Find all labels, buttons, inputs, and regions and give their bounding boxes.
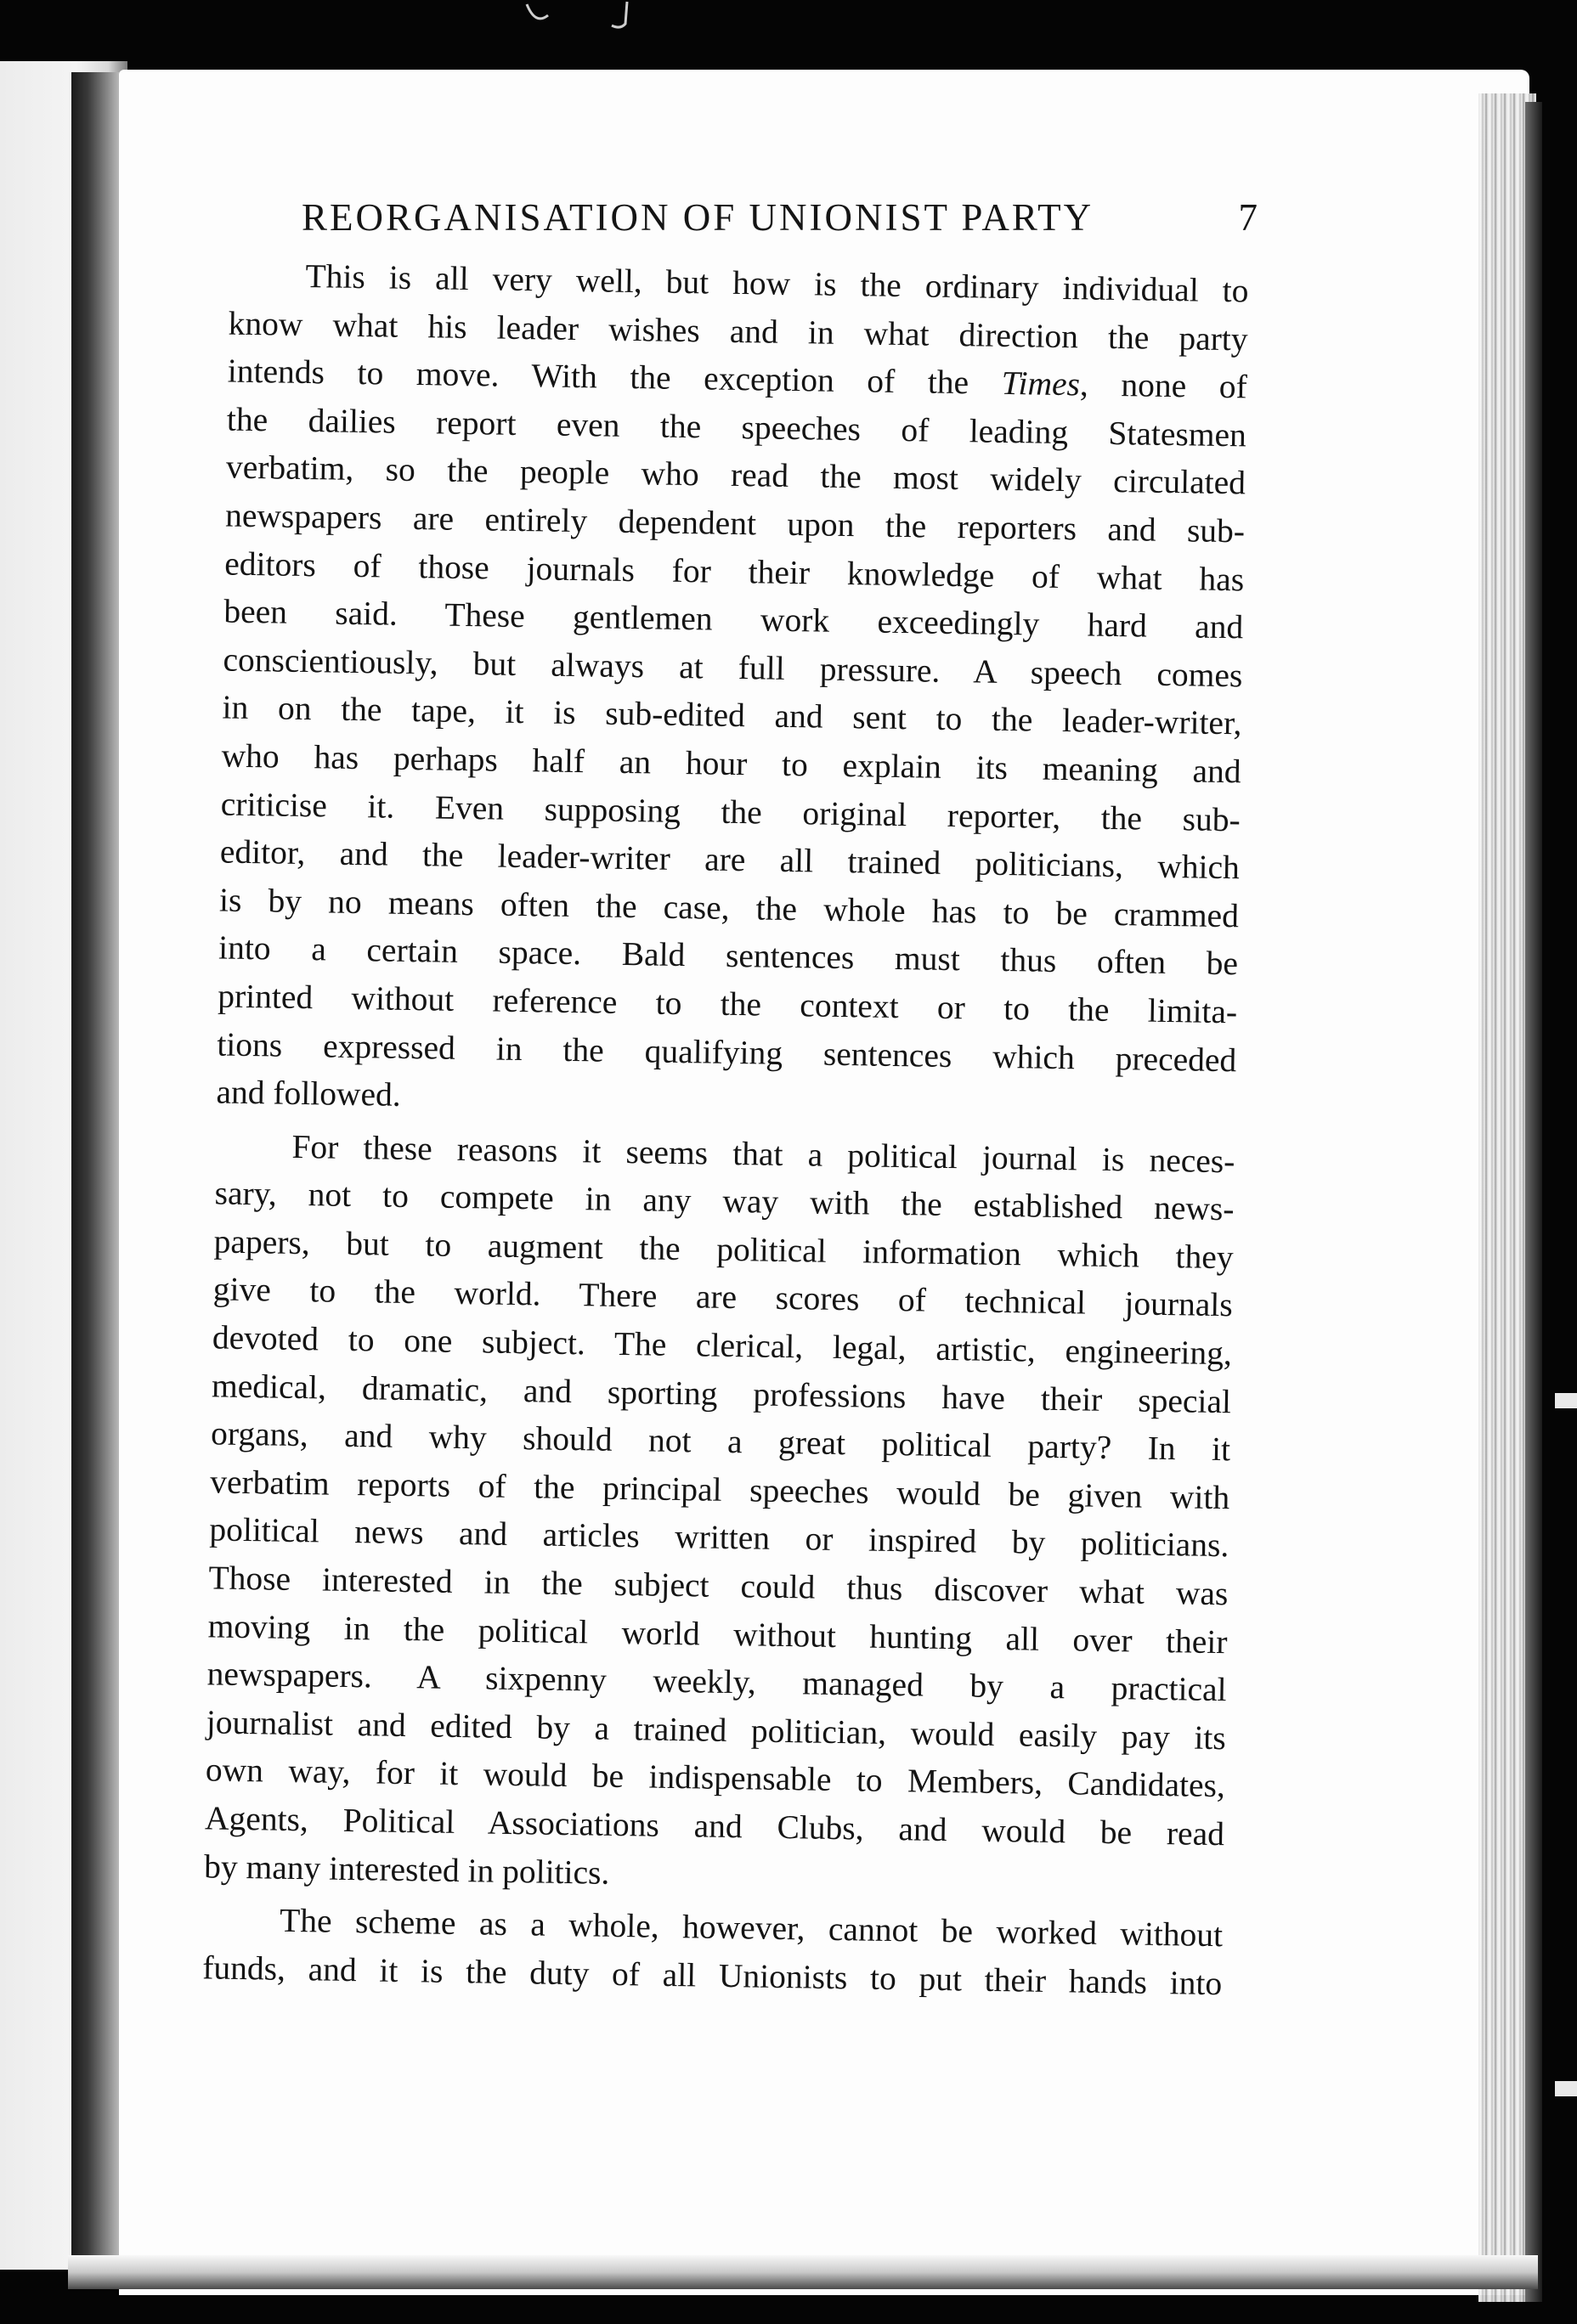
text-line: and followed.: [216, 1073, 402, 1114]
text-line: know what his leader wishes and in what direction the party: [228, 304, 1248, 358]
text-line: devoted to one subject. The clerical, legal, artistic, engineering,: [212, 1318, 1233, 1373]
text-line: editors of those journals for their knowledge of what has: [223, 544, 1245, 598]
text-line: give to the world. There are scores of technical journals: [212, 1270, 1234, 1324]
edge-tab: [1555, 2081, 1577, 2096]
text-line: printed without reference to the context or to the limita-: [217, 977, 1238, 1031]
text-line: tions expressed in the qualifying sentences which preceded: [217, 1024, 1237, 1079]
page-number: 7: [1238, 196, 1258, 239]
text-line: intends to move. With the exception of the Times, none of: [227, 352, 1248, 406]
text-line: papers, but to augment the political information which they: [213, 1222, 1234, 1277]
paragraph: [204, 1121, 1235, 1906]
text-line: into a certain space. Bald sentences must thus often be: [218, 928, 1239, 983]
text-line: been said. These gentlemen work exceedingly hard and: [223, 592, 1244, 646]
text-line: own way, for it would be indispensable to Members, Candidates,: [205, 1751, 1226, 1805]
text-line: verbatim reports of the principal speeches would be given with: [209, 1463, 1230, 1517]
text-line: criticise it. Even supposing the original reporter, the sub-: [220, 785, 1241, 838]
text-line: newspapers are entirely dependent upon the reporters and sub-: [224, 496, 1246, 550]
paragraph: [202, 1896, 1224, 2008]
text-line: verbatim, so the people who read the most widely circulated: [225, 448, 1246, 502]
text-line: journalist and edited by a trained politician, would easily pay its: [206, 1703, 1227, 1757]
scan-artifact: [518, 0, 663, 34]
page-edges-shadow: [1525, 102, 1542, 2302]
body-text: [202, 251, 1249, 2008]
text-line: medical, dramatic, and sporting professions have their special: [211, 1367, 1232, 1420]
text-line: Agents, Political Associations and Clubs, and would be read: [204, 1799, 1225, 1853]
text-line: the dailies report even the speeches of leading Statesmen: [226, 400, 1247, 454]
text-line: Those interested in the subject could thus discover what was: [208, 1559, 1229, 1613]
page-bottom-edge: [68, 2255, 1538, 2289]
text-line: political news and articles written or inspired by politicians.: [209, 1510, 1229, 1565]
text-line: newspapers. A sixpenny weekly, managed by a practical: [206, 1655, 1227, 1709]
text-line: is by no means often the case, the whole has to be crammed: [218, 881, 1240, 935]
page-header: [302, 195, 1258, 255]
text-line: who has perhaps half an hour to explain its meaning and: [221, 736, 1241, 791]
text-line: conscientiously, but always at full pressure. A speech comes: [223, 640, 1243, 695]
text-line: moving in the political world without hunting all over their: [207, 1607, 1228, 1661]
text-line: This is all very well, but how is the ordinary individual to: [305, 257, 1249, 310]
text-line: sary, not to compete in any way with the established news-: [214, 1174, 1235, 1228]
running-head: REORGANISATION OF UNIONIST PARTY: [302, 196, 1094, 239]
text-line: The scheme as a whole, however, cannot be worked without: [279, 1901, 1224, 1955]
text-line: in on the tape, it is sub-edited and sent to the leader-writer,: [222, 688, 1242, 742]
paragraph: [216, 251, 1249, 1132]
text-line: funds, and it is the duty of all Unionists to put their hands into: [201, 1949, 1223, 2002]
text-line: editor, and the leader-writer are all trained politicians, which: [219, 832, 1241, 887]
text-line: by many interested in politics.: [203, 1847, 610, 1892]
text-line: organs, and why should not a great political party? In it: [210, 1414, 1231, 1469]
edge-tab: [1555, 1393, 1577, 1408]
text-line: For these reasons it seems that a political journal is neces-: [291, 1127, 1235, 1180]
